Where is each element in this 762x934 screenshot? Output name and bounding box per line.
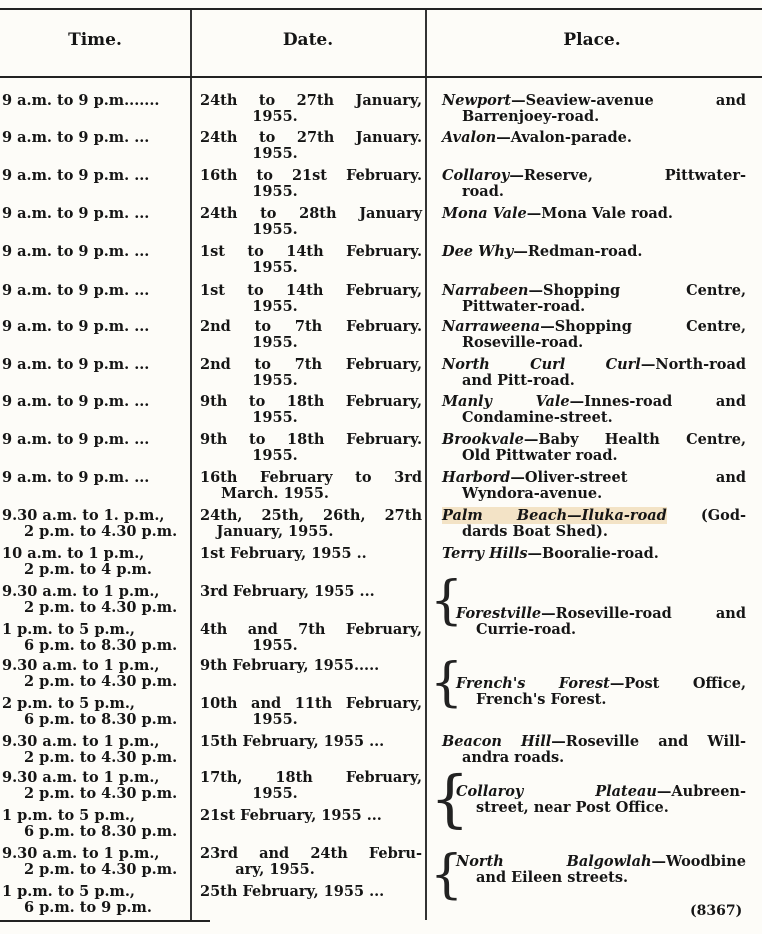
place-text: —Booralie-road. (527, 545, 659, 562)
place-cell (442, 546, 746, 562)
place-name: Narraweena (442, 318, 541, 335)
place-text: —Roseville and Will- (551, 733, 746, 750)
place-text: Condamine-street. (462, 409, 613, 426)
date-line: 1955. (252, 334, 298, 351)
place-line (456, 676, 746, 692)
date-line: 3rd February, 1955 ... (200, 583, 375, 600)
place-text: —Roseville-road and (541, 605, 746, 622)
date-cell (200, 808, 422, 824)
time-line: 9 a.m. to 9 p.m. ... (2, 431, 150, 448)
date-line: 1955. (252, 259, 298, 276)
place-cell (442, 206, 746, 222)
place-name: Harbord (442, 469, 511, 486)
place-name: Terry Hills (442, 545, 528, 562)
date-cell (200, 206, 422, 238)
time-line: 6 p.m. to 8.30 p.m. (24, 711, 178, 728)
date-cell (200, 584, 422, 600)
time-cell (2, 130, 188, 146)
brace-forestville: { (430, 571, 464, 631)
time-line: 9 a.m. to 9 p.m. ... (2, 318, 150, 335)
date-line: 1st to 14th February, (200, 282, 422, 299)
date-cell (200, 846, 422, 878)
time-cell (2, 622, 188, 654)
date-line: 1955. (252, 145, 298, 162)
place-text: —Reserve, Pittwater- (509, 167, 746, 184)
date-cell (200, 93, 422, 125)
time-line: 2 p.m. to 4.30 p.m. (24, 861, 178, 878)
date-cell (200, 470, 422, 502)
date-line: 17th, 18th February, (200, 769, 422, 786)
time-line: 1 p.m. to 5 p.m., (2, 807, 135, 824)
place-line (442, 357, 746, 373)
time-line: 2 p.m. to 4.30 p.m. (24, 785, 178, 802)
date-cell (200, 696, 422, 728)
header-date: Date. (282, 30, 334, 50)
place-name: Narrabeen (442, 282, 529, 299)
place-text: Currie-road. (476, 621, 577, 638)
place-text: —Shopping Centre, (528, 282, 746, 299)
time-cell (2, 432, 188, 448)
date-cell (200, 130, 422, 162)
date-line: 2nd to 7th February. (200, 318, 422, 335)
date-line: March. 1955. (221, 485, 329, 502)
time-cell (2, 470, 188, 486)
header-time: Time. (68, 30, 122, 50)
place-text: and Pitt-road. (462, 372, 575, 389)
time-line: 9.30 a.m. to 1 p.m., (2, 733, 160, 750)
time-cell (2, 658, 188, 690)
time-cell (2, 846, 188, 878)
date-cell (200, 244, 422, 276)
place-line (456, 606, 746, 622)
place-name: Collaroy (442, 167, 510, 184)
place-text: —Seaview-avenue and (511, 92, 746, 109)
place-text: —Shopping Centre, (540, 318, 746, 335)
time-cell (2, 206, 188, 222)
time-line: 2 p.m. to 4.30 p.m. (24, 523, 178, 540)
date-line: 21st February, 1955 ... (200, 807, 382, 824)
date-line: 1955. (252, 711, 298, 728)
place-text: Roseville-road. (462, 334, 584, 351)
place-text: —Woodbine (651, 853, 746, 870)
time-cell (2, 508, 188, 540)
time-line: 9 a.m. to 9 p.m. ... (2, 129, 150, 146)
place-cell (442, 734, 746, 766)
place-name: North Curl Curl (442, 356, 641, 373)
time-line: 9 a.m. to 9 p.m. ... (2, 356, 150, 373)
place-line (442, 130, 746, 146)
date-cell (200, 432, 422, 464)
column-divider-left (190, 10, 192, 920)
place-line (442, 734, 746, 750)
date-cell (200, 319, 422, 351)
date-line: 2nd to 7th February, (200, 356, 422, 373)
brace-north-balgowlah: { (430, 845, 464, 905)
place-text: —Post Office, (609, 675, 746, 692)
time-cell (2, 584, 188, 616)
time-line: 9 a.m. to 9 p.m. ... (2, 393, 150, 410)
time-cell (2, 93, 188, 109)
date-cell (200, 394, 422, 426)
date-line: 1955. (252, 637, 298, 654)
date-line: 1955. (252, 785, 298, 802)
time-line: 2 p.m. to 4.30 p.m. (24, 749, 178, 766)
date-line: 9th to 18th February, (200, 393, 422, 410)
place-cell (456, 784, 746, 816)
date-line: 1955. (252, 447, 298, 464)
date-line: 9th to 18th February. (200, 431, 422, 448)
time-line: 6 p.m. to 8.30 p.m. (24, 637, 178, 654)
place-name: Collaroy Plateau (456, 783, 657, 800)
date-cell (200, 734, 422, 750)
place-text: Pittwater-road. (462, 298, 586, 315)
place-cell (456, 606, 746, 638)
place-line (442, 508, 746, 524)
time-cell (2, 168, 188, 184)
place-text: andra roads. (462, 749, 565, 766)
top-rule (0, 8, 762, 10)
time-line: 9 a.m. to 9 p.m. ... (2, 243, 150, 260)
place-line (442, 432, 746, 448)
date-line: 24th to 28th January (200, 205, 422, 222)
date-line: 23rd and 24th Febru- (200, 845, 422, 862)
date-line: 24th to 27th January. (200, 129, 422, 146)
place-name: Manly Vale (442, 393, 570, 410)
time-line: 10 a.m. to 1 p.m., (2, 545, 145, 562)
time-line: 9 a.m. to 9 p.m. ... (2, 469, 150, 486)
place-name: Dee Why (442, 243, 514, 260)
time-line: 2 p.m. to 4 p.m. (24, 561, 152, 578)
place-name: Palm Beach—Iluka-road (442, 507, 667, 524)
place-cell (442, 394, 746, 426)
place-cell (456, 854, 746, 886)
date-line: 1st February, 1955 .. (200, 545, 367, 562)
time-line: 9.30 a.m. to 1 p.m., (2, 657, 160, 674)
place-cell (442, 508, 746, 540)
time-line: 9 a.m. to 9 p.m. ... (2, 205, 150, 222)
date-cell (200, 357, 422, 389)
place-cell (442, 319, 746, 351)
place-text: —Innes-road and (569, 393, 746, 410)
place-text: —Mona Vale road. (526, 205, 673, 222)
time-line: 1 p.m. to 5 p.m., (2, 621, 135, 638)
time-cell (2, 884, 188, 916)
time-line: 9 a.m. to 9 p.m. ... (2, 167, 150, 184)
time-line: 9.30 a.m. to 1 p.m., (2, 769, 160, 786)
date-cell (200, 658, 422, 674)
time-line: 2 p.m. to 4.30 p.m. (24, 599, 178, 616)
time-cell (2, 770, 188, 802)
place-name: Brookvale (442, 431, 524, 448)
place-line (442, 394, 746, 410)
place-text: and Eileen streets. (476, 869, 629, 886)
date-cell (200, 168, 422, 200)
place-name: Newport (442, 92, 512, 109)
place-name: Mona Vale (442, 205, 527, 222)
date-line: 15th February, 1955 ... (200, 733, 385, 750)
date-line: 16th February to 3rd (200, 469, 422, 486)
place-text: —North-road (640, 356, 746, 373)
place-cell (442, 470, 746, 502)
place-text: —Oliver-street and (510, 469, 746, 486)
time-line: 9.30 a.m. to 1 p.m., (2, 583, 160, 600)
header-rule (0, 76, 762, 78)
date-line: 1st to 14th February. (200, 243, 422, 260)
place-line (442, 244, 746, 260)
place-text: Wyndora-avenue. (462, 485, 603, 502)
place-text: road. (462, 183, 504, 200)
place-name: Beacon Hill (442, 733, 552, 750)
place-text: —Avalon-parade. (496, 129, 632, 146)
date-cell (200, 283, 422, 315)
place-cell (442, 432, 746, 464)
date-line: ary, 1955. (235, 861, 315, 878)
date-line: 9th February, 1955..... (200, 657, 380, 674)
place-line (442, 206, 746, 222)
place-text: Old Pittwater road. (462, 447, 618, 464)
date-line: 1955. (252, 221, 298, 238)
place-cell (456, 676, 746, 708)
time-line: 9 a.m. to 9 p.m. ... (2, 282, 150, 299)
date-line: 1955. (252, 372, 298, 389)
place-line (442, 93, 746, 109)
bottom-rule (0, 920, 210, 922)
time-line: 9.30 a.m. to 1 p.m., (2, 845, 160, 862)
place-name: Avalon (442, 129, 497, 146)
time-cell (2, 734, 188, 766)
place-cell (442, 283, 746, 315)
time-cell (2, 546, 188, 578)
place-name: Forestville (456, 605, 542, 622)
place-text: Barrenjoey-road. (462, 108, 600, 125)
place-text: French's Forest. (476, 691, 607, 708)
time-line: 1 p.m. to 5 p.m., (2, 883, 135, 900)
date-line: 1955. (252, 409, 298, 426)
time-cell (2, 808, 188, 840)
column-divider-right (425, 10, 427, 920)
date-line: 1955. (252, 108, 298, 125)
time-line: 2 p.m. to 5 p.m., (2, 695, 135, 712)
place-text: —Redman-road. (513, 243, 643, 260)
place-cell (442, 93, 746, 125)
place-name: North Balgowlah (456, 853, 652, 870)
place-line (442, 319, 746, 335)
time-cell (2, 319, 188, 335)
time-cell (2, 394, 188, 410)
place-cell (442, 244, 746, 260)
brace-collaroy-plateau: { (430, 762, 470, 835)
place-cell (442, 168, 746, 200)
time-line: 2 p.m. to 4.30 p.m. (24, 673, 178, 690)
date-line: 4th and 7th February, (200, 621, 422, 638)
date-line: 24th, 25th, 26th, 27th (200, 507, 422, 524)
place-text: —Baby Health Centre, (523, 431, 746, 448)
place-cell (442, 130, 746, 146)
date-cell (200, 770, 422, 802)
place-text: dards Boat Shed). (462, 523, 608, 540)
place-text: street, near Post Office. (476, 799, 669, 816)
time-line: 9 a.m. to 9 p.m....... (2, 92, 160, 109)
place-line (442, 168, 746, 184)
place-line (442, 283, 746, 299)
reference-number: (8367) (690, 903, 743, 919)
place-line (442, 546, 746, 562)
date-cell (200, 884, 422, 900)
time-line: 6 p.m. to 9 p.m. (24, 899, 152, 916)
time-cell (2, 696, 188, 728)
place-name: French's Forest (456, 675, 610, 692)
date-line: 16th to 21st February. (200, 167, 422, 184)
date-line: 10th and 11th February, (200, 695, 422, 712)
date-line: 1955. (252, 183, 298, 200)
date-cell (200, 508, 422, 540)
time-line: 6 p.m. to 8.30 p.m. (24, 823, 178, 840)
place-cell (442, 357, 746, 389)
place-line (442, 470, 746, 486)
time-cell (2, 244, 188, 260)
date-line: 24th to 27th January, (200, 92, 422, 109)
place-line (456, 854, 746, 870)
time-cell (2, 283, 188, 299)
brace-frenchs-forest: { (430, 653, 464, 713)
date-line: 1955. (252, 298, 298, 315)
time-line: 9.30 a.m. to 1. p.m., (2, 507, 165, 524)
date-cell (200, 622, 422, 654)
date-cell (200, 546, 422, 562)
date-line: 25th February, 1955 ... (200, 883, 385, 900)
place-line (456, 784, 746, 800)
place-text: —Aubreen- (656, 783, 746, 800)
place-text: (God- (666, 507, 746, 524)
date-line: January, 1955. (216, 523, 334, 540)
time-cell (2, 357, 188, 373)
header-place: Place. (563, 30, 621, 50)
